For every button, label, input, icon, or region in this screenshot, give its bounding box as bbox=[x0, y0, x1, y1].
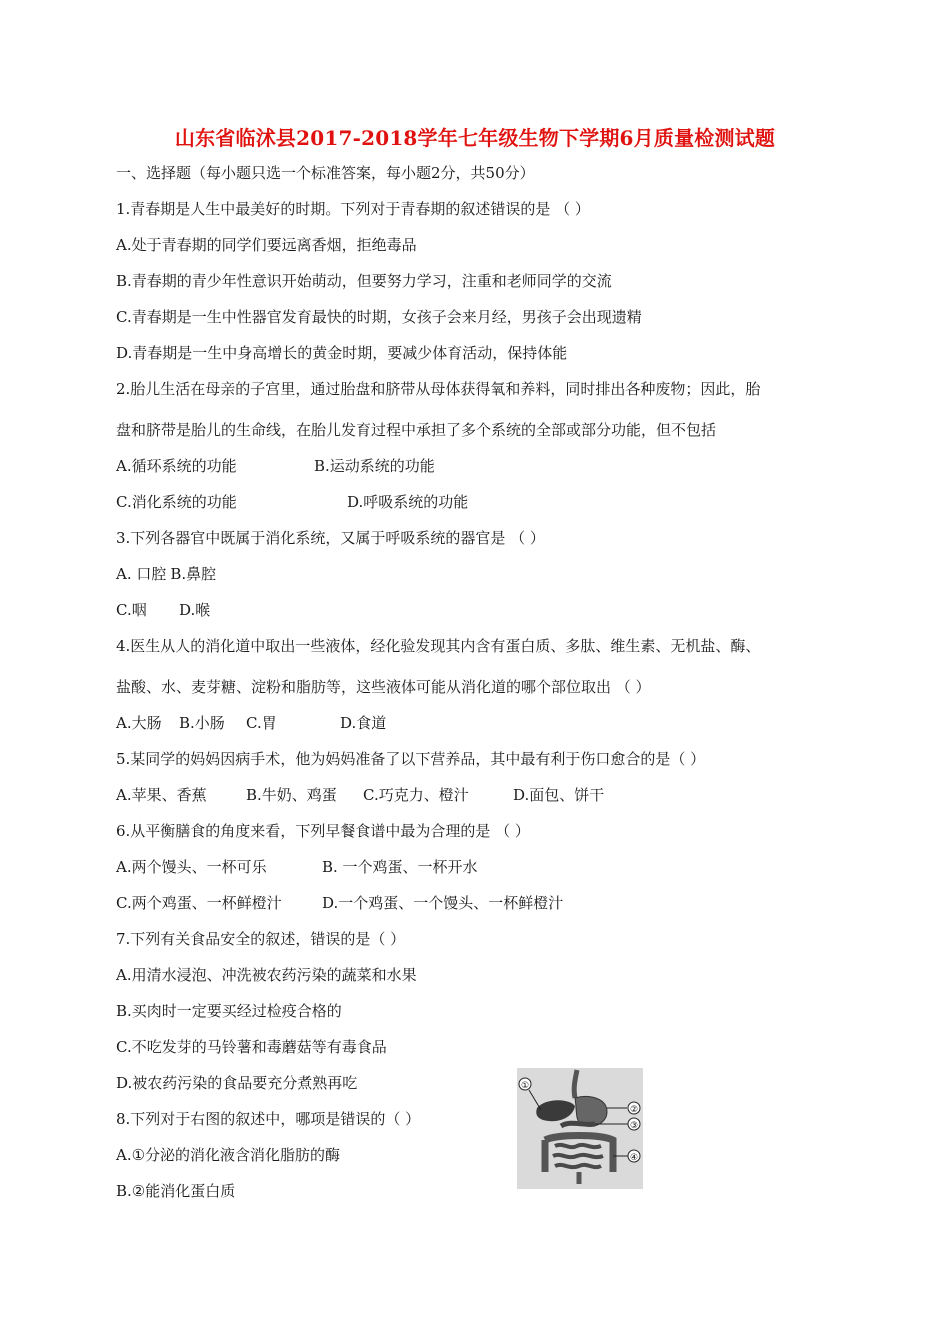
question-8-option-b: B.②能消化蛋白质 bbox=[116, 1182, 236, 1200]
question-6-option-d: D.一个鸡蛋、一个馒头、一杯鲜橙汁 bbox=[322, 894, 564, 912]
question-7-stem: 7.下列有关食品安全的叙述，错误的是（ ） bbox=[116, 930, 406, 948]
section-heading: 一、选择题（每小题只选一个标准答案，每小题2分，共50分） bbox=[116, 164, 535, 182]
question-1-option-b: B.青春期的青少年性意识开始萌动，但要努力学习，注重和老师同学的交流 bbox=[116, 272, 612, 290]
question-4-stem-line-2: 盐酸、水、麦芽糖、淀粉和脂肪等，这些液体可能从消化道的哪个部位取出 （ ） bbox=[116, 678, 651, 696]
question-2-option-a: A.循环系统的功能 bbox=[116, 457, 237, 475]
question-8-stem: 8.下列对于右图的叙述中，哪项是错误的（ ） bbox=[116, 1110, 421, 1128]
question-7-option-c: C.不吃发芽的马铃薯和毒蘑菇等有毒食品 bbox=[116, 1038, 387, 1056]
figure-label-3: ③ bbox=[629, 1121, 639, 1131]
question-2-option-c: C.消化系统的功能 bbox=[116, 493, 237, 511]
question-2-option-d: D.呼吸系统的功能 bbox=[347, 493, 469, 511]
question-3-options-row-2 bbox=[116, 600, 210, 620]
question-3-option-c: C.咽 bbox=[116, 601, 147, 619]
question-7-option-b: B.买肉时一定要买经过检疫合格的 bbox=[116, 1002, 342, 1020]
question-4-option-c: C.胃 bbox=[246, 714, 277, 732]
question-1-option-a: A.处于青春期的同学们要远离香烟，拒绝毒品 bbox=[116, 236, 417, 254]
question-6-option-b: B. 一个鸡蛋、一杯开水 bbox=[322, 858, 478, 876]
question-5-options bbox=[116, 785, 604, 805]
question-3-option-b: B.鼻腔 bbox=[170, 565, 217, 583]
question-2-options-row-1 bbox=[116, 456, 435, 476]
question-2-options-row-2 bbox=[116, 492, 468, 512]
figure-label-4: ④ bbox=[629, 1153, 639, 1163]
question-6-option-a: A.两个馒头、一杯可乐 bbox=[116, 858, 267, 876]
question-8-option-a: A.①分泌的消化液含消化脂肪的酶 bbox=[116, 1146, 341, 1164]
question-6-option-c: C.两个鸡蛋、一杯鲜橙汁 bbox=[116, 894, 282, 912]
question-5-option-c: C.巧克力、橙汁 bbox=[363, 786, 469, 804]
question-3-options-row-1 bbox=[116, 564, 216, 584]
figure-label-2: ② bbox=[629, 1105, 639, 1115]
figure-label-1: ① bbox=[520, 1081, 530, 1091]
question-7-option-a: A.用清水浸泡、冲洗被农药污染的蔬菜和水果 bbox=[116, 966, 417, 984]
question-5-option-d: D.面包、饼干 bbox=[513, 786, 605, 804]
question-4-option-d: D.食道 bbox=[340, 714, 387, 732]
exam-title: 山东省临沭县2017-2018学年七年级生物下学期6月质量检测试题 bbox=[174, 126, 776, 150]
question-2-option-b: B.运动系统的功能 bbox=[314, 457, 435, 475]
question-7-option-d: D.被农药污染的食品要充分煮熟再吃 bbox=[116, 1074, 358, 1092]
question-3-option-d: D.喉 bbox=[179, 601, 211, 619]
question-4-option-b: B.小肠 bbox=[179, 714, 225, 732]
question-5-option-a: A.苹果、香蕉 bbox=[116, 786, 207, 804]
question-3-stem: 3.下列各器官中既属于消化系统，又属于呼吸系统的器官是 （ ） bbox=[116, 529, 545, 547]
question-4-option-a: A.大肠 bbox=[116, 714, 162, 732]
digestive-system-diagram-icon bbox=[517, 1068, 643, 1189]
question-1-stem: 1.青春期是人生中最美好的时期。下列对于青春期的叙述错误的是 （ ） bbox=[116, 200, 590, 218]
question-6-stem: 6.从平衡膳食的角度来看，下列早餐食谱中最为合理的是 （ ） bbox=[116, 822, 530, 840]
question-2-stem-line-1: 2.胎儿生活在母亲的子宫里，通过胎盘和脐带从母体获得氧和养料，同时排出各种废物；因此，胎 bbox=[116, 380, 761, 398]
question-5-stem: 5.某同学的妈妈因病手术，他为妈妈准备了以下营养品，其中最有利于伤口愈合的是（ ） bbox=[116, 750, 706, 768]
question-2-stem-line-2: 盘和脐带是胎儿的生命线，在胎儿发育过程中承担了多个系统的全部或部分功能，但不包括 bbox=[116, 421, 717, 439]
question-4-options bbox=[116, 713, 386, 733]
question-5-option-b: B.牛奶、鸡蛋 bbox=[246, 786, 337, 804]
question-3-option-a: A. 口腔 bbox=[116, 565, 167, 583]
question-6-options-row-2 bbox=[116, 893, 563, 913]
question-1-option-d: D.青春期是一生中身高增长的黄金时期，要减少体育活动，保持体能 bbox=[116, 344, 568, 362]
question-1-option-c: C.青春期是一生中性器官发育最快的时期，女孩子会来月经，男孩子会出现遗精 bbox=[116, 308, 642, 326]
question-6-options-row-1 bbox=[116, 857, 478, 877]
question-4-stem-line-1: 4.医生从人的消化道中取出一些液体，经化验发现其内含有蛋白质、多肽、维生素、无机盐、酶、 bbox=[116, 637, 761, 655]
